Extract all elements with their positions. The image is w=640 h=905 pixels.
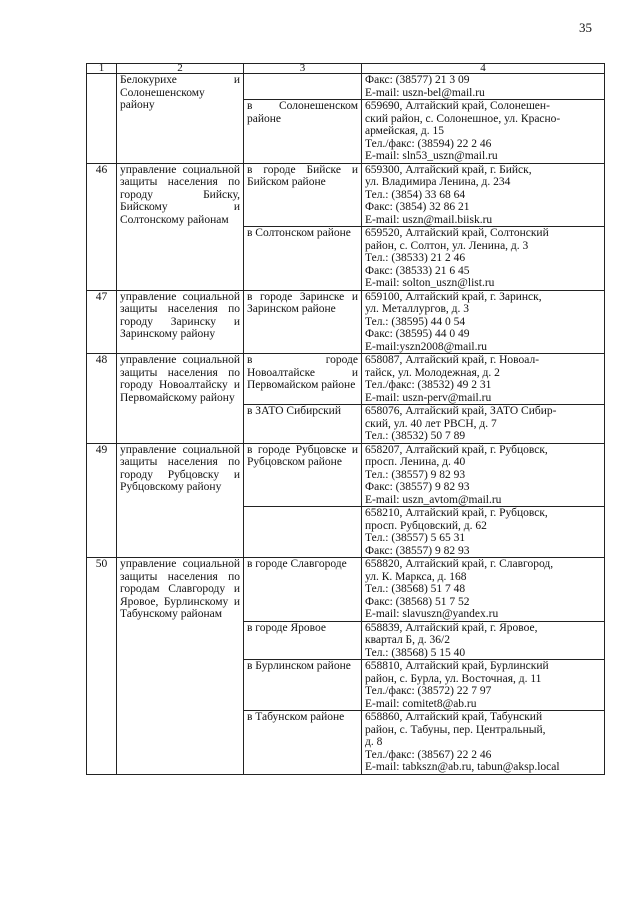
table-row bbox=[87, 74, 605, 100]
contact-line: Тел.: (38568) 51 7 48 bbox=[365, 583, 466, 595]
contact-line: Тел.: (38557) 9 82 93 bbox=[365, 468, 466, 481]
branch-area: в городе Славгороде bbox=[244, 558, 362, 622]
contact-line: 658820, Алтайский край, г. Славгород, bbox=[365, 558, 554, 570]
header-cell: 1 bbox=[87, 64, 117, 74]
contact-details bbox=[362, 711, 605, 775]
contact-line: тайск, ул. Молодежная, д. 2 bbox=[365, 366, 500, 379]
contact-line: Тел.: (38532) 50 7 89 bbox=[365, 430, 466, 442]
organization-name: управление социальной защиты населения по городу Новоалтайску и Первомайскому району bbox=[117, 354, 244, 444]
branch-area: в Табунском районе bbox=[244, 711, 362, 775]
branch-area: в ЗАТО Сибирский bbox=[244, 405, 362, 444]
branch-area: в городе Яровое bbox=[244, 621, 362, 660]
contact-line: E-mail: uszn@mail.biisk.ru bbox=[365, 213, 493, 226]
contact-line: 658207, Алтайский край, г. Рубцовск, bbox=[365, 443, 548, 456]
contact-details bbox=[362, 443, 605, 507]
contact-line: 658076, Алтайский край, ЗАТО Сибир- bbox=[365, 405, 557, 417]
row-number: 49 bbox=[87, 443, 117, 558]
row-number bbox=[87, 74, 117, 164]
contact-line: E-mail: uszn-bel@mail.ru bbox=[365, 86, 485, 99]
organization-name: управление социальной защиты населения по городам Славгороду и Яровое, Бурлинскому и Табунскому районам bbox=[117, 558, 244, 775]
branch-area: в Бурлинском районе bbox=[244, 660, 362, 711]
contact-line: Тел./факс: (38532) 49 2 31 bbox=[365, 379, 492, 391]
contact-line: Тел./факс: (38567) 22 2 46 bbox=[365, 748, 492, 761]
contact-details bbox=[362, 100, 605, 164]
contact-line: Тел.: (38568) 5 15 40 bbox=[365, 646, 466, 659]
contact-line: 659100, Алтайский край, г. Заринск, bbox=[365, 290, 542, 303]
contact-line: E-mail: uszn_avtom@mail.ru bbox=[365, 493, 502, 506]
contact-line: квартал Б, д. 36/2 bbox=[365, 634, 450, 646]
address-table bbox=[86, 63, 605, 775]
contact-line: Факс: (38557) 9 82 93 bbox=[365, 544, 470, 557]
header-cell: 3 bbox=[244, 64, 362, 74]
contact-line: E-mail:yszn2008@mail.ru bbox=[365, 340, 488, 353]
contact-details bbox=[362, 227, 605, 291]
row-number: 47 bbox=[87, 290, 117, 354]
row-number: 50 bbox=[87, 558, 117, 775]
contact-line: E-mail: tabkszn@ab.ru, tabun@aksp.local bbox=[365, 761, 560, 773]
contact-line: 659520, Алтайский край, Солтонский bbox=[365, 227, 549, 239]
branch-area: в городе Заринске и Заринском районе bbox=[244, 290, 362, 354]
table-row bbox=[87, 443, 605, 507]
branch-area: в Солонешенском районе bbox=[244, 100, 362, 164]
header-cell: 4 bbox=[362, 64, 605, 74]
row-number: 46 bbox=[87, 163, 117, 290]
contact-line: E-mail: comitet8@ab.ru bbox=[365, 697, 477, 710]
contact-line: Факс: (38595) 44 0 49 bbox=[365, 328, 470, 340]
contact-line: 659300, Алтайский край, г. Бийск, bbox=[365, 163, 532, 176]
contact-details bbox=[362, 74, 605, 100]
contact-line: Тел.: (38557) 5 65 31 bbox=[365, 532, 466, 544]
contact-details bbox=[362, 660, 605, 711]
contact-line: ский район, с. Солонешное, ул. Красно- bbox=[365, 112, 561, 125]
contact-line: Тел.: (3854) 33 68 64 bbox=[365, 188, 466, 201]
contact-line: район, с. Солтон, ул. Ленина, д. 3 bbox=[365, 239, 529, 252]
contact-line: Факс: (38533) 21 6 45 bbox=[365, 264, 470, 277]
branch-area: в Солтонском районе bbox=[244, 227, 362, 291]
contact-line: просп. Ленина, д. 40 bbox=[365, 456, 466, 468]
contact-line: район, с. Бурла, ул. Восточная, д. 11 bbox=[365, 672, 542, 685]
contact-line: 658839, Алтайский край, г. Яровое, bbox=[365, 621, 538, 634]
table-row bbox=[87, 290, 605, 354]
contact-line: 658210, Алтайский край, г. Рубцовск, bbox=[365, 507, 548, 519]
contact-line: район, с. Табуны, пер. Центральный, bbox=[365, 723, 546, 736]
contact-details bbox=[362, 163, 605, 227]
organization-name: управление социальной защиты населения по городу Заринску и Заринскому району bbox=[117, 290, 244, 354]
contact-line: просп. Рубцовский, д. 62 bbox=[365, 519, 487, 532]
header-row bbox=[87, 64, 605, 74]
branch-area: в городе Рубцовске и Рубцовском районе bbox=[244, 443, 362, 507]
contact-line: ул. Владимира Ленина, д. 234 bbox=[365, 176, 511, 188]
contact-line: Факс: (38557) 9 82 93 bbox=[365, 481, 470, 493]
row-number: 48 bbox=[87, 354, 117, 444]
branch-area bbox=[244, 507, 362, 558]
organization-name: управление социальной защиты населения по городу Рубцовску и Рубцовскому району bbox=[117, 443, 244, 558]
contact-line: Тел./факс: (38572) 22 7 97 bbox=[365, 685, 492, 697]
contact-line: E-mail: uszn-perv@mail.ru bbox=[365, 391, 492, 404]
contact-details bbox=[362, 507, 605, 558]
organization-name: Белокурихе и Солонешенскому району bbox=[117, 74, 244, 164]
table-row bbox=[87, 163, 605, 227]
contact-line: Факс: (38577) 21 3 09 bbox=[365, 74, 470, 86]
contact-details bbox=[362, 405, 605, 444]
organization-name: управление социальной защиты населения по городу Бийску, Бийскому и Солтонскому районам bbox=[117, 163, 244, 290]
contact-line: д. 8 bbox=[365, 736, 383, 748]
contact-line: Тел./факс: (38594) 22 2 46 bbox=[365, 137, 492, 150]
contact-line: E-mail: slavuszn@yandex.ru bbox=[365, 608, 499, 620]
contact-line: армейская, д. 15 bbox=[365, 125, 444, 137]
contact-line: ул. К. Маркса, д. 168 bbox=[365, 570, 467, 583]
page-number: 35 bbox=[579, 20, 592, 35]
branch-area: в городе Бийске и Бийском районе bbox=[244, 163, 362, 227]
branch-area bbox=[244, 74, 362, 100]
contact-details bbox=[362, 354, 605, 405]
contact-line: 659690, Алтайский край, Солонешен- bbox=[365, 100, 550, 112]
table-row bbox=[87, 354, 605, 405]
contact-line: ул. Металлургов, д. 3 bbox=[365, 303, 469, 315]
contact-details bbox=[362, 558, 605, 622]
contact-line: Факс: (3854) 32 86 21 bbox=[365, 201, 470, 213]
contact-line: E-mail: solton_uszn@list.ru bbox=[365, 277, 495, 289]
table-row bbox=[87, 558, 605, 622]
contact-line: Тел.: (38595) 44 0 54 bbox=[365, 315, 466, 328]
contact-line: 658087, Алтайский край, г. Новоал- bbox=[365, 354, 540, 366]
branch-area: в городе Новоалтайске и Первомайском районе bbox=[244, 354, 362, 405]
contact-details bbox=[362, 290, 605, 354]
contact-line: 658810, Алтайский край, Бурлинский bbox=[365, 660, 549, 672]
contact-line: 658860, Алтайский край, Табунский bbox=[365, 711, 543, 723]
contact-details bbox=[362, 621, 605, 660]
header-cell: 2 bbox=[117, 64, 244, 74]
contact-line: E-mail: sln53_uszn@mail.ru bbox=[365, 150, 498, 162]
contact-line: ский, ул. 40 лет РВСН, д. 7 bbox=[365, 417, 497, 430]
contact-line: Тел.: (38533) 21 2 46 bbox=[365, 252, 466, 264]
contact-line: Факс: (38568) 51 7 52 bbox=[365, 595, 470, 608]
